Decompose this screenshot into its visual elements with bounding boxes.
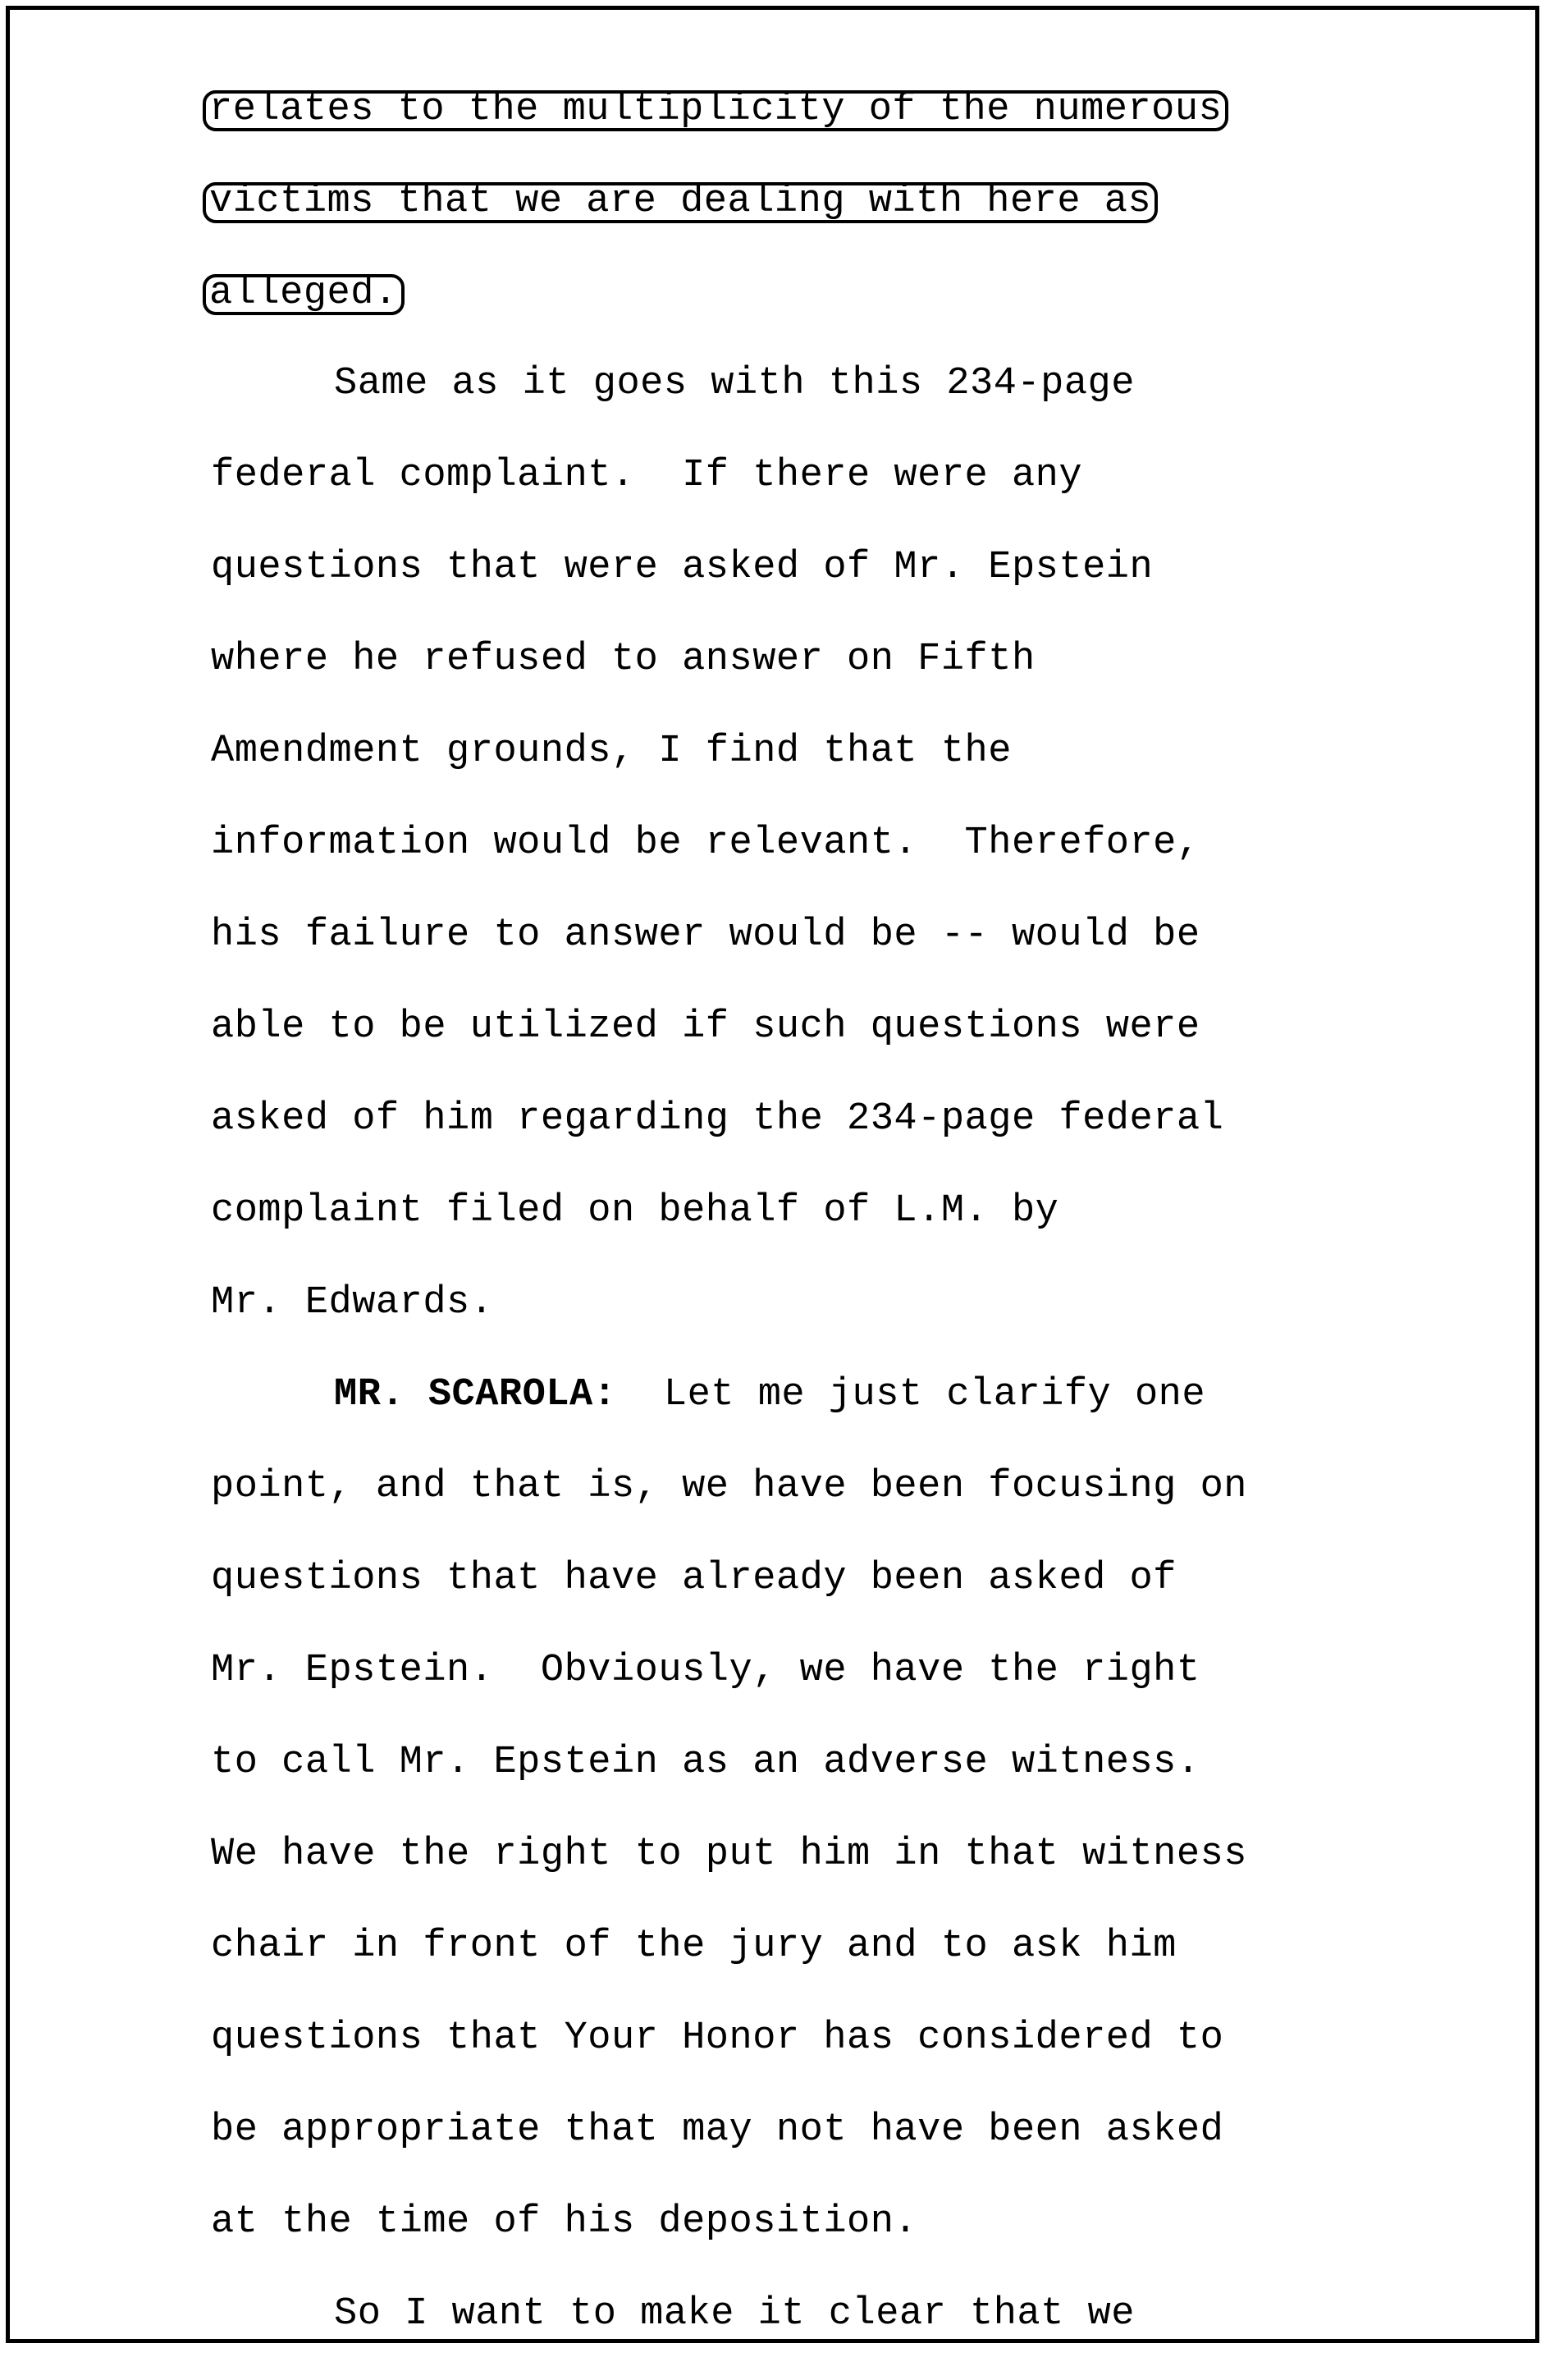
transcript-line: So I want to make it clear that we (334, 2292, 1135, 2336)
transcript-line: information would be relevant. Therefore, (211, 822, 1200, 865)
transcript-line: Amendment grounds, I find that the (211, 730, 1012, 773)
transcript-text (211, 82, 1360, 2380)
highlighted-text: relates to the multiplicity of the numerous (203, 90, 1228, 131)
transcript-line: questions that Your Honor has considered to (211, 2016, 1224, 2060)
transcript-line: questions that were asked of Mr. Epstein (211, 546, 1154, 589)
transcript-line: point, and that is, we have been focusing on (211, 1465, 1248, 1508)
page-frame (6, 6, 1539, 2343)
transcript-line: federal complaint. If there were any (211, 454, 1083, 497)
transcript-line: Same as it goes with this 234-page (334, 362, 1135, 405)
transcript-line: where he refused to answer on Fifth (211, 638, 1036, 681)
transcript-line (211, 82, 1360, 174)
transcript-line (211, 174, 1360, 266)
highlighted-text: victims that we are dealing with here as (203, 182, 1158, 223)
transcript-line: Mr. Edwards. (211, 1281, 494, 1325)
speaker-text: Let me just clarify one (616, 1373, 1206, 1417)
transcript-line: his failure to answer would be -- would be (211, 913, 1200, 957)
transcript-line: questions that have already been asked of (211, 1557, 1177, 1600)
transcript-line: able to be utilized if such questions were (211, 1005, 1200, 1049)
transcript-line: chair in front of the jury and to ask him (211, 1925, 1177, 1968)
transcript-line: be appropriate that may not have been asked (211, 2108, 1224, 2152)
transcript-line: Mr. Epstein. Obviously, we have the right (211, 1649, 1200, 1692)
speaker-label: MR. SCAROLA: (334, 1373, 617, 1417)
transcript-line: at the time of his deposition. (211, 2200, 918, 2244)
transcript-line (211, 1369, 1360, 1461)
transcript-line: asked of him regarding the 234-page federal (211, 1097, 1224, 1141)
highlighted-text: alleged. (203, 274, 405, 315)
transcript-line: complaint filed on behalf of L.M. by (211, 1189, 1059, 1233)
transcript-line: to call Mr. Epstein as an adverse witness. (211, 1741, 1200, 1784)
transcript-line (211, 266, 1360, 358)
transcript-line: We have the right to put him in that witness (211, 1833, 1248, 1876)
